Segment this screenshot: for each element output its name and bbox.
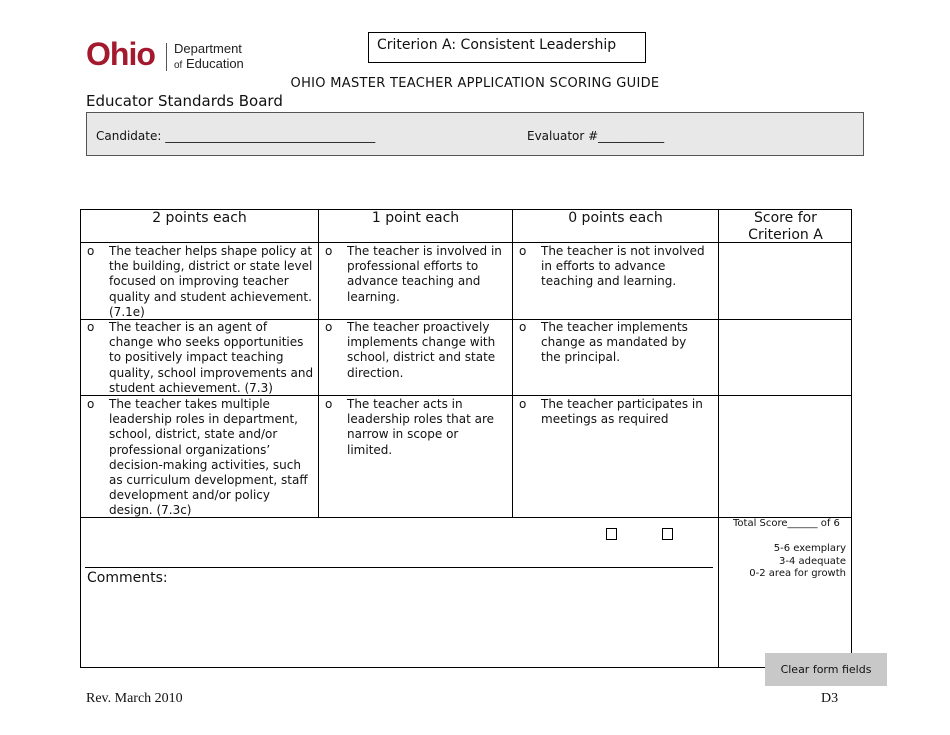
column-divider	[718, 210, 719, 667]
page-title: OHIO MASTER TEACHER APPLICATION SCORING GUIDE	[290, 76, 660, 91]
header-2-points: 2 points each	[152, 210, 247, 226]
score-checkbox[interactable]	[662, 528, 673, 540]
candidate-info-box	[86, 112, 864, 156]
header-score: Score for Criterion A	[748, 210, 823, 243]
revision-date: Rev. March 2010	[86, 691, 183, 706]
board-name: Educator Standards Board	[86, 92, 283, 110]
score-legend: 5-6 exemplary 3-4 adequate 0-2 area for growth	[749, 543, 846, 580]
logo-department-text: Department of Education	[174, 41, 244, 71]
logo-wordmark: Ohio	[86, 36, 155, 72]
bullet-icon: o	[325, 397, 333, 411]
criterion-title-box: Criterion A: Consistent Leadership	[368, 32, 646, 63]
bullet-icon: o	[519, 397, 527, 411]
bullet-icon: o	[87, 397, 95, 411]
column-divider	[512, 210, 513, 518]
score-checkbox[interactable]	[606, 528, 617, 540]
evaluator-field[interactable]: Evaluator #___________	[527, 129, 665, 143]
header-0-points: 0 points each	[568, 210, 663, 226]
bullet-icon: o	[325, 320, 333, 334]
comments-label: Comments:	[87, 570, 168, 586]
total-score-field[interactable]: Total Score______ of 6	[733, 518, 840, 529]
ohio-dept-education-logo	[86, 36, 256, 74]
clear-form-button[interactable]: Clear form fields	[765, 653, 887, 686]
comments-divider	[85, 567, 713, 568]
bullet-icon: o	[87, 320, 95, 334]
page-code: D3	[821, 691, 839, 706]
column-divider	[318, 210, 319, 518]
bullet-icon: o	[519, 320, 527, 334]
scoring-table: 2 points each 1 point each 0 points each Score for Criterion A o The teacher helps shape policy at the building, district or state level focused on improving teacher quality and student achievement. (7.1e) o The teacher is involved in professional efforts to advance teaching and learning. o The teacher is not involved in efforts to advance teaching and learning. o The teacher is an agent of change who seeks opportunities to positively impact teaching quality, school improvements and student achievement. (7.3) o The teacher proactively implements change with school, district and state direction. o The teacher implements change as mandated by the principal. o The teacher takes multiple leadership roles in department, school, district, state and/or professional organizations’ decision-making activities, such as curriculum development, staff development and/or policy design. (7.3c) o The teacher acts in leadership roles that are narrow in scope or limited. o The teacher participates in meetings as required Total Score______ of 6 5-6 exemplary 3-4 adequate 0-2 area for growth Comments:	[80, 209, 852, 668]
candidate-field[interactable]: Candidate: ___________________________________	[96, 129, 376, 143]
bullet-icon: o	[87, 244, 95, 258]
bullet-icon: o	[519, 244, 527, 258]
bullet-icon: o	[325, 244, 333, 258]
header-1-point: 1 point each	[371, 210, 460, 226]
logo-divider	[166, 43, 167, 71]
